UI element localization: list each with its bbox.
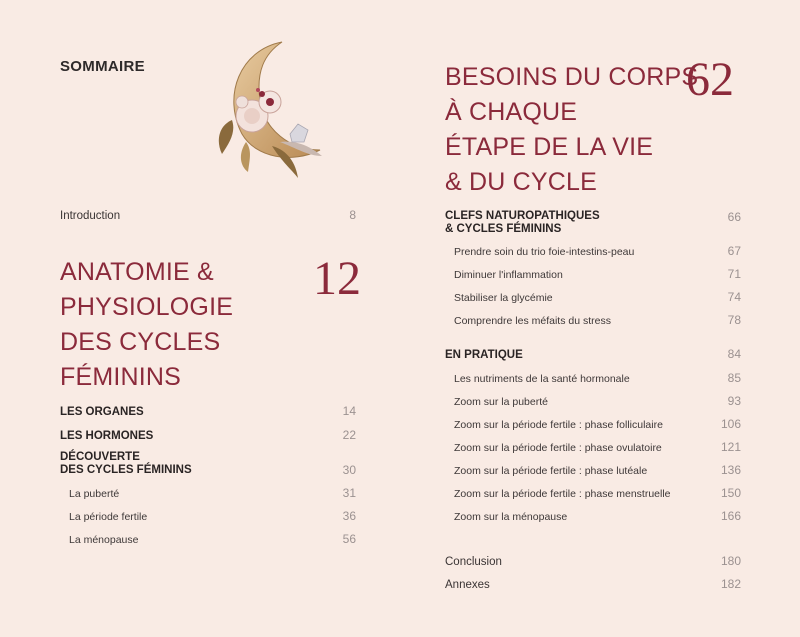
toc-entry-page: 136: [720, 463, 741, 477]
toc-subentry-periode-fertile[interactable]: [69, 509, 356, 523]
toc-entry-decouverte[interactable]: [60, 451, 356, 477]
toc-entry-page: 8: [349, 208, 356, 222]
toc-entry-label: Conclusion: [445, 556, 502, 568]
toc-entry-label: Zoom sur la ménopause: [454, 511, 568, 523]
section-title-line: PHYSIOLOGIE: [60, 293, 234, 321]
toc-entry-page: 56: [342, 532, 356, 546]
toc-entry-introduction[interactable]: [60, 208, 356, 222]
toc-entry-label: Zoom sur la période fertile : phase folliculaire: [454, 419, 663, 431]
toc-entry-label: La période fertile: [69, 511, 148, 523]
toc-subentry[interactable]: [454, 417, 741, 431]
toc-entry-page: 180: [720, 554, 741, 568]
toc-entry-label: Zoom sur la période fertile : phase menstruelle: [454, 488, 671, 500]
toc-entry-label: La puberté: [69, 488, 120, 500]
toc-entry-label: [60, 451, 192, 477]
toc-entry-hormones[interactable]: [60, 428, 356, 442]
section-title-line: ÉTAPE DE LA VIE: [445, 133, 654, 161]
toc-entry-label: Zoom sur la période fertile : phase lutéale: [454, 465, 648, 477]
toc-entry-page: 71: [727, 267, 741, 281]
toc-subentry[interactable]: [454, 244, 741, 258]
toc-subentry[interactable]: [454, 394, 741, 408]
toc-subentry[interactable]: [454, 371, 741, 385]
section-title-line: À CHAQUE: [445, 98, 578, 126]
toc-entry-page: 150: [720, 486, 741, 500]
toc-entry-page: 93: [727, 394, 741, 408]
toc-entry-label: Comprendre les méfaits du stress: [454, 315, 611, 327]
toc-entry-page: 106: [720, 417, 741, 431]
toc-entry-organes[interactable]: [60, 404, 356, 418]
section-number: 62: [686, 53, 734, 106]
toc-subentry[interactable]: [454, 463, 741, 477]
toc-subentry[interactable]: [454, 313, 741, 327]
toc-entry-clefs[interactable]: [445, 210, 741, 236]
toc-subentry-puberte[interactable]: [69, 486, 356, 500]
toc-entry-label: Zoom sur la période fertile : phase ovulatoire: [454, 442, 662, 454]
toc-entry-label: LES HORMONES: [60, 430, 154, 442]
toc-entry-label: LES ORGANES: [60, 406, 144, 418]
section-title: [60, 255, 233, 395]
toc-entry-label: Annexes: [445, 579, 490, 591]
toc-entry-label-line: & CYCLES FÉMININS: [445, 223, 562, 235]
section-title-line: BESOINS DU CORPS: [445, 63, 699, 91]
toc-entry-label: [445, 210, 600, 236]
toc-entry-conclusion[interactable]: [445, 554, 741, 568]
toc-entry-label: Introduction: [60, 210, 121, 222]
toc-entry-page: 67: [727, 244, 741, 258]
right-page: [400, 0, 800, 637]
toc-entry-page: 14: [342, 404, 356, 418]
toc-entry-page: 84: [727, 347, 741, 361]
toc-entry-page: 121: [720, 440, 741, 454]
toc-entry-label-line: DÉCOUVERTE: [60, 451, 140, 463]
toc-subentry-menopause[interactable]: [69, 532, 356, 546]
toc-entry-label: Zoom sur la puberté: [454, 396, 548, 408]
toc-entry-en-pratique[interactable]: [445, 347, 741, 361]
toc-entry-page: 78: [727, 313, 741, 327]
toc-entry-label-line: DES CYCLES FÉMININS: [60, 464, 192, 476]
toc-entry-page: 85: [727, 371, 741, 385]
toc-heading: SOMMAIRE: [60, 58, 145, 75]
toc-entry-page: 22: [342, 428, 356, 442]
toc-subentry[interactable]: [454, 509, 741, 523]
toc-entry-page: 166: [720, 509, 741, 523]
toc-entry-label: La ménopause: [69, 534, 139, 546]
toc-subentry[interactable]: [454, 267, 741, 281]
toc-entry-page: 31: [342, 486, 356, 500]
toc-entry-label: Les nutriments de la santé hormonale: [454, 373, 630, 385]
toc-entry-page: 30: [342, 463, 356, 477]
toc-entry-label: Stabiliser la glycémie: [454, 292, 553, 304]
toc-entry-annexes[interactable]: [445, 577, 741, 591]
toc-subentry[interactable]: [454, 486, 741, 500]
section-title-line: & DU CYCLE: [445, 168, 598, 196]
toc-subentry[interactable]: [454, 440, 741, 454]
section-title-line: ANATOMIE &: [60, 258, 214, 286]
toc-entry-label: EN PRATIQUE: [445, 349, 523, 361]
toc-entry-label-line: CLEFS NATUROPATHIQUES: [445, 210, 600, 222]
toc-entry-page: 182: [720, 577, 741, 591]
section-number: 12: [313, 252, 361, 305]
section-title-line: DES CYCLES: [60, 328, 221, 356]
crescent-moon-with-flowers-icon: [212, 38, 332, 180]
toc-entry-page: 66: [727, 210, 741, 224]
section-title: [445, 60, 698, 200]
toc-entry-label: Prendre soin du trio foie-intestins-peau: [454, 246, 635, 258]
toc-subentry[interactable]: [454, 290, 741, 304]
toc-entry-label: Diminuer l'inflammation: [454, 269, 563, 281]
toc-entry-page: 36: [342, 509, 356, 523]
toc-entry-page: 74: [727, 290, 741, 304]
section-title-line: FÉMININS: [60, 363, 182, 391]
